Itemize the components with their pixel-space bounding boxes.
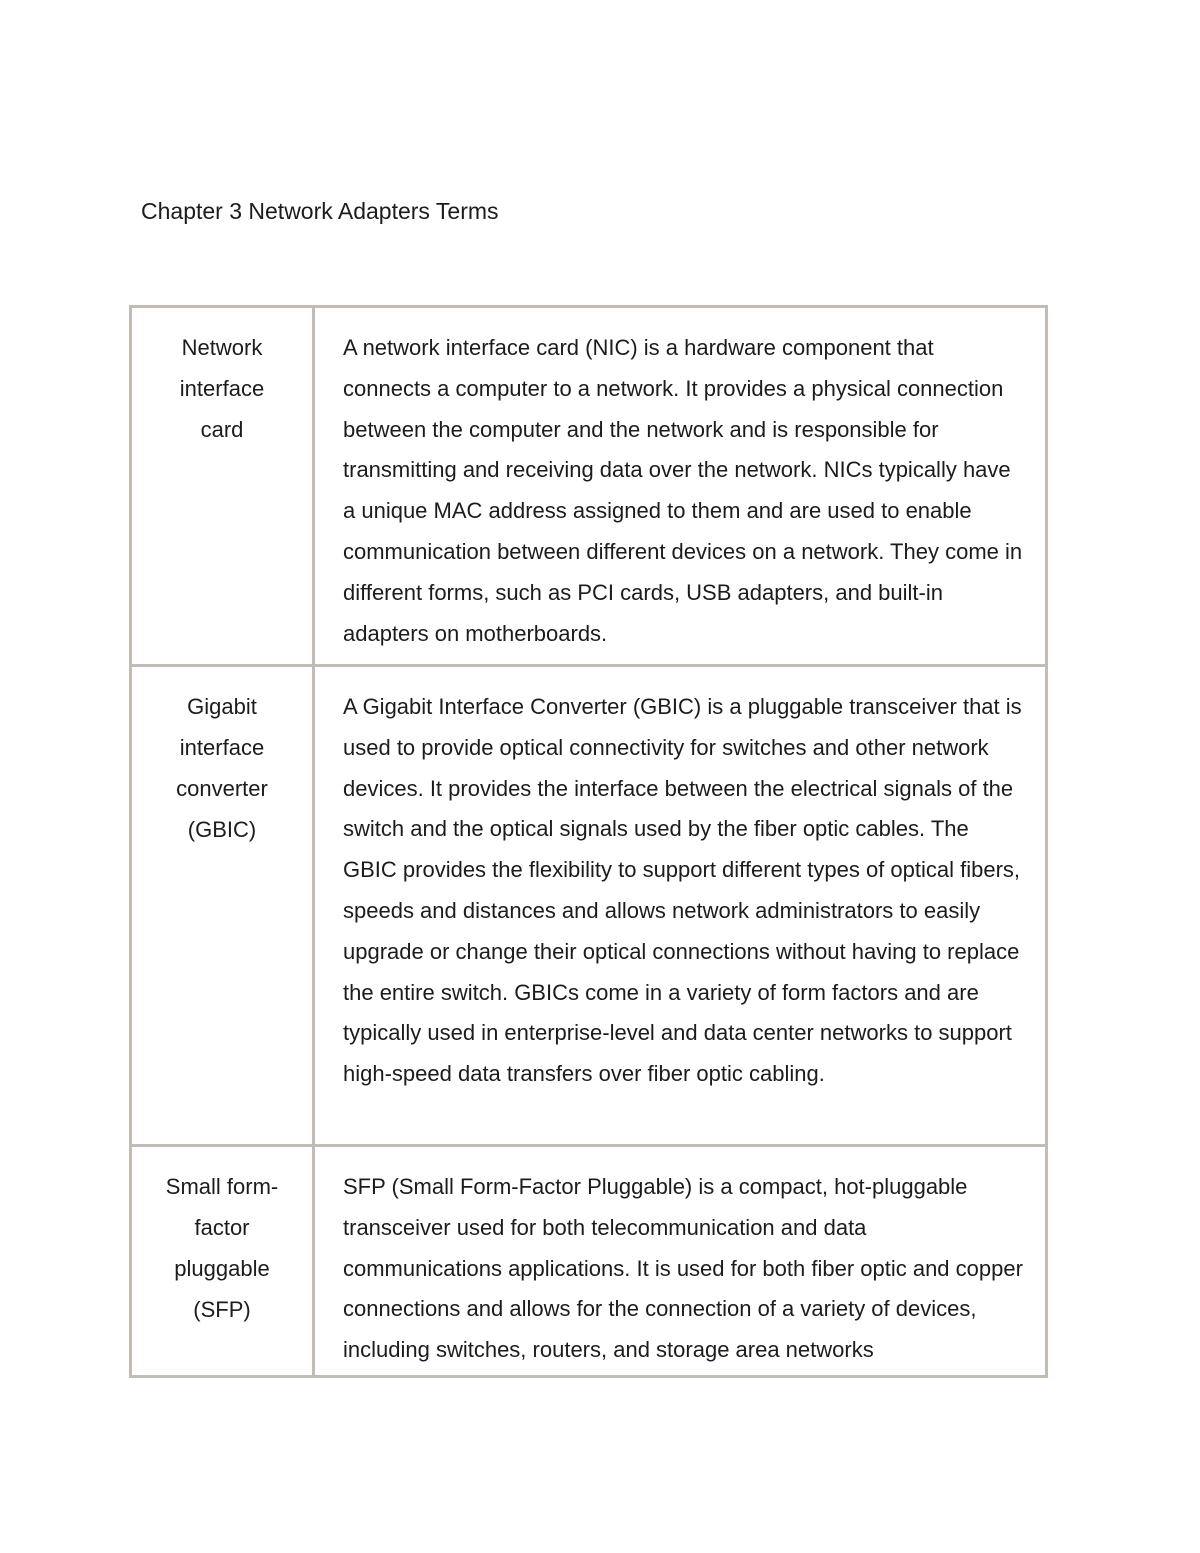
term-label: Gigabit interface converter (GBIC) (176, 694, 268, 842)
definition-cell (314, 666, 1047, 1146)
table-row (131, 666, 1047, 1146)
table-row (131, 1146, 1047, 1377)
definition-text: A network interface card (NIC) is a hardware component that connects a computer to a network. It provides a physical connection between the computer and the network and is responsible for transmitting and receiving data over the network. NICs typically have a unique MAC address assigned to them and are used to enable communication between different devices on a network. They come in different forms, such as PCI cards, USB adapters, and built-in adapters on motherboards. (343, 335, 1023, 646)
term-label: Small form-factor pluggable (SFP) (165, 1174, 279, 1322)
term-cell (131, 666, 314, 1146)
term-label: Network interface card (179, 335, 265, 442)
definition-text: SFP (Small Form-Factor Pluggable) is a compact, hot-pluggable transceiver used for both telecommunication and data communications applications. It is used for both fiber optic and copper connections and allows for the connection of a variety of devices, including switches, routers, and storage area networks (343, 1174, 1023, 1363)
table-row (131, 307, 1047, 666)
definition-cell (314, 1146, 1047, 1377)
definition-cell (314, 307, 1047, 666)
definition-text: A Gigabit Interface Converter (GBIC) is a pluggable transceiver that is used to provide optical connectivity for switches and other network devices. It provides the interface between the electrical signals of the switch and the optical signals used by the fiber optic cables. The GBIC provides the flexibility to support different types of optical fibers, speeds and distances and allows network administrators to easily upgrade or change their optical connections without having to replace the entire switch. GBICs come in a variety of form factors and are typically used in enterprise-level and data center networks to support high-speed data transfers over fiber optic cabling. (343, 694, 1022, 1087)
page-title: Chapter 3 Network Adapters Terms (141, 198, 499, 224)
term-cell (131, 307, 314, 666)
term-cell (131, 1146, 314, 1377)
terms-table (129, 305, 1048, 1378)
